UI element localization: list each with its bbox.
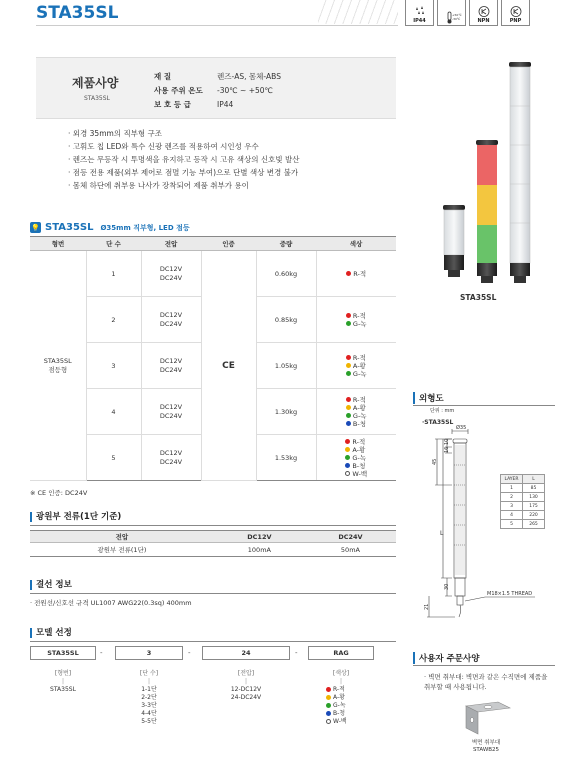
colors-cell [316,251,396,297]
svg-text:-30℃: -30℃ [451,17,460,21]
product-photo [440,60,540,285]
option-item: 24-DC24V [230,694,262,701]
color-dot-icon [346,313,351,318]
voltage-cell: DC12V DC24V [141,297,201,343]
color-dot-icon [346,321,351,326]
feature-item: · 몸체 하단에 취부용 나사가 장착되어 제품 취부가 용이 [68,179,299,192]
color-dot-icon [326,703,331,708]
color-item: B-청 [346,420,367,428]
col-header: 전압 [30,531,214,543]
color-list [346,396,367,428]
cell: 100mA [214,543,305,557]
ip44-icon: IP44 [405,0,434,26]
colors-cell [316,297,396,343]
feature-item: · 외경 35mm의 직부형 구조 [68,127,299,140]
col-header: DC24V [305,531,396,543]
model-cell: STA35SL 점등형 [30,251,86,481]
table-row: 4 220 [501,511,545,520]
color-list [346,270,366,278]
option-item: 12-DC12V [230,686,262,693]
voltage-cell: DC12V DC24V [141,251,201,297]
ce-mark: CE [222,360,235,371]
color-item: R-적 [346,270,366,278]
header-hatch [318,0,398,24]
cable-text: · 전원선/신호선 규격 UL1007 AWG22(0.3sq) 400mm [30,599,192,607]
dim-16: 16 [444,446,450,453]
option-item: 3-3단 [141,702,157,709]
custom-title: 사용자 주문사양 [413,652,479,664]
color-dot-icon [346,405,351,410]
spec-box [36,57,396,119]
bulb-icon: 💡 [31,223,40,232]
color-dot-icon [345,439,350,444]
model-code-boxes: STA35SL - 3 - 24 - RAG [30,646,374,660]
svg-text:+50℃: +50℃ [451,13,462,17]
color-item: G-녹 [346,412,367,420]
col-header: 인증 [201,237,256,251]
color-item: R-적 [346,354,367,362]
feature-item: · 점등 전용 제품(외부 제어로 점멸 기능 부여)으로 단별 색상 변경 불가 [68,166,299,179]
color-item: R-적 [346,312,367,320]
model-option-column: [전압] | 12-DC12V 24-DC24V [202,670,290,702]
spec-row: 보 호 등 급 IP44 [154,100,234,109]
weight-cell: 1.05kg [256,343,316,389]
dimensions-title: 외형도 [413,392,444,404]
option-item: 4-4단 [141,710,157,717]
color-item: A-황 [346,404,367,412]
model-title: STA35SL [36,3,119,23]
color-dot-icon [326,719,331,724]
table-row: 1 85 [501,484,545,493]
table-row: 3 175 [501,502,545,511]
weight-cell: 0.85kg [256,297,316,343]
temperature-icon [437,0,466,26]
feature-list [68,127,299,192]
divider [30,641,396,642]
voltage-cell: DC12V DC24V [141,435,201,481]
colors-cell [316,343,396,389]
header-divider [36,25,398,26]
option-item: 2-2단 [141,694,157,701]
cell: 광원부 전류(1단) [30,543,214,557]
color-dot-icon [346,397,351,402]
model-option-column: [형번] | STA35SL [30,670,96,694]
color-item: B-청 [345,462,367,470]
cell: 50mA [305,543,396,557]
color-item: W-백 [345,470,367,478]
color-dot-icon [326,695,331,700]
product-table [30,236,396,481]
col-header: 단 수 [86,237,141,251]
color-dot-icon [346,413,351,418]
voltage-box: 24 [202,646,290,660]
dimensions-model: ·STA35SL [422,419,454,426]
section-desc: Ø35mm 직부형, LED 점등 [100,223,190,232]
wall-bracket-image [458,700,518,738]
model-box: STA35SL [30,646,96,660]
color-list [345,438,367,478]
feature-item: · 고휘도 칩 LED와 특수 신광 렌즈를 적용하여 시인성 우수 [68,140,299,153]
color-list [346,354,367,378]
light-current-title: 광원부 전류(1단 기준) [30,512,121,522]
page-header [0,0,565,26]
dim-30: 30 [444,583,450,590]
color-item: R-적 [346,396,367,404]
colors-cell [316,389,396,435]
dim-21: 21 [424,603,430,610]
option-item: 5-5단 [141,718,157,725]
col-header: LAYER [501,475,523,484]
color-dot-icon [345,471,350,476]
light-current-table [30,530,396,557]
table-row: 2 130 [501,493,545,502]
model-option-column: [단 수] | 1-1단 2-2단 3-3단 4-4단 5-5단 [115,670,183,726]
option-item: B-청 [308,710,374,718]
color-box: RAG [308,646,374,660]
tiers-cell: 3 [86,343,141,389]
color-dot-icon [326,711,331,716]
voltage-cell: DC12V DC24V [141,389,201,435]
tiers-cell: 1 [86,251,141,297]
tiers-cell: 4 [86,389,141,435]
col-header: 형번 [30,237,86,251]
option-item: STA35SL [50,686,76,693]
spec-row: 사용 주위 온도 -30℃ ~ +50℃ [154,86,273,95]
spec-rows [154,70,281,112]
color-dot-icon [346,363,351,368]
option-item: G-녹 [308,702,374,710]
dim-45: 45 [432,458,438,465]
layer-table [500,474,545,529]
divider [413,405,555,406]
color-dot-icon [345,447,350,452]
color-dot-icon [346,355,351,360]
section-model: STA35SL [45,222,94,233]
dim-10: 10 [444,438,450,445]
spec-title: 제품사양 [72,76,119,90]
col-header: 중량 [256,237,316,251]
pnp-icon: PNP [501,0,530,26]
voltage-cell: DC12V DC24V [141,343,201,389]
spec-icons [405,0,530,26]
dim-dia: Ø35 [456,425,467,431]
cable-title: 결선 정보 [30,580,72,590]
ce-note: ※ CE 인증: DC24V [30,489,88,497]
table-row [30,251,396,297]
color-item: A-황 [345,446,367,454]
tiers-cell: 5 [86,435,141,481]
divider [30,593,396,594]
option-item: W-백 [308,718,374,726]
photo-caption: STA35SL [460,293,497,302]
weight-cell: 0.60kg [256,251,316,297]
npn-icon: NPN [469,0,498,26]
spec-subtitle: STA35SL [84,95,110,102]
tier-box: 3 [115,646,183,660]
custom-text: · 벽면 취부대: 벽면과 같은 수직면에 제품을 취부할 때 사용됩니다. [424,673,548,691]
option-item: A-황 [308,694,374,702]
model-select-title: 모델 선정 [30,628,72,638]
option-item: 1-1단 [141,686,157,693]
color-dot-icon [345,455,350,460]
color-item: G-녹 [345,454,367,462]
table-row: 5 265 [501,520,545,529]
divider [30,525,396,526]
color-dot-icon [346,271,351,276]
option-item: R-적 [308,686,374,694]
color-dot-icon [346,421,351,426]
col-header: 전압 [141,237,201,251]
color-dot-icon [346,371,351,376]
col-header: 색상 [316,237,396,251]
color-item: G-녹 [346,320,367,328]
model-option-column: [색상] | R-적 A-황 G-녹 B-청 W-백 [308,670,374,726]
divider [413,665,555,666]
dim-thread: M18×1.5 THREAD [487,591,533,597]
color-item: A-황 [346,362,367,370]
color-dot-icon [345,463,350,468]
col-header: DC12V [214,531,305,543]
color-dot-icon [326,687,331,692]
color-item: R-적 [345,438,367,446]
color-item: G-녹 [346,370,367,378]
tiers-cell: 2 [86,297,141,343]
weight-cell: 1.53kg [256,435,316,481]
col-header: L [523,475,545,484]
color-list [346,312,367,328]
feature-item: · 렌즈는 무등작 시 투명색을 유지하고 등작 시 고유 색상의 신호빛 발산 [68,153,299,166]
section-header [30,222,190,233]
dim-L: L [440,530,444,537]
spec-row: 재 질 렌즈-AS, 몸체-ABS [154,72,281,81]
colors-cell [316,435,396,481]
weight-cell: 1.30kg [256,389,316,435]
bracket-caption: 벽면 취부대 STAWB25 [471,740,501,753]
dimensions-unit: 단위 : mm [430,408,455,414]
cert-cell [201,251,256,481]
